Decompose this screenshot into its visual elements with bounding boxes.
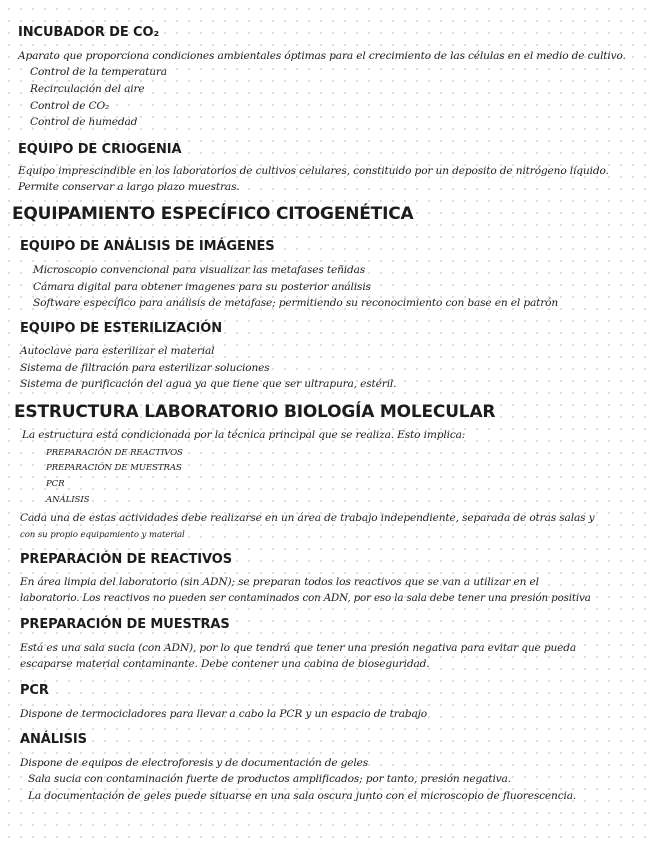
imagenes-item: Cámara digital para obtener imagenes para su posterior análisis [33, 281, 371, 293]
section-title-muestras: PREPARACIÓN DE MUESTRAS [20, 617, 230, 632]
section-title-esterilizacion: EQUIPO DE ESTERILIZACIÓN [20, 321, 222, 336]
esterilizacion-item: Autoclave para esterilizar el material [20, 345, 215, 357]
muestras-line: escaparse material contaminante. Debe contener una cabina de bioseguridad. [20, 658, 430, 670]
analisis-line: Sala sucia con contaminación fuerte de productos amplificados; por tanto, presión negativa. [28, 773, 511, 785]
incubador-item: Control de la temperatura [30, 66, 167, 78]
esterilizacion-item: Sistema de purificación del agua ya que tiene que ser ultrapura, estéril. [20, 378, 397, 390]
analisis-line: Dispone de equipos de electroforesis y de documentación de geles [20, 757, 369, 769]
incubador-item: Control de humedad [30, 116, 138, 128]
muestras-line: Está es una sala sucia (con ADN), por lo que tendrá que tener una presión negativa para evitar que pueda [20, 642, 577, 654]
estructura-list-item: PREPARACIÓN DE REACTIVOS [46, 448, 183, 458]
incubador-item: Recirculación del aire [30, 83, 145, 95]
imagenes-item: Microscopio convencional para visualizar las metafases teñidas [33, 264, 366, 276]
section-title-equipamiento: EQUIPAMIENTO ESPECÍFICO CITOGENÉTICA [12, 204, 414, 224]
reactivos-line: En área limpia del laboratorio (sin ADN); se preparan todos los reactivos que se van a utilizar en el [20, 576, 539, 588]
estructura-text: con su propio equipamiento y material [20, 530, 185, 540]
estructura-list-item: ANÁLISIS [46, 495, 90, 505]
section-title-reactivos: PREPARACIÓN DE REACTIVOS [20, 552, 232, 567]
esterilizacion-item: Sistema de filtración para esterilizar soluciones [20, 362, 270, 374]
estructura-list-item: PREPARACIÓN DE MUESTRAS [46, 463, 182, 473]
imagenes-item: Software específico para análisis de metafase; permitiendo su reconocimiento con base en el patrón [33, 297, 559, 309]
incubador-item: Control de CO₂ [30, 100, 110, 112]
section-title-analisis: ANÁLISIS [20, 732, 87, 747]
reactivos-line: laboratorio. Los reactivos no pueden ser contaminados con ADN, por eso la sala debe tener una presión positiva [20, 592, 591, 604]
incubador-description: Aparato que proporciona condiciones ambientales óptimas para el crecimiento de las células en el medio de cultivo. [18, 50, 626, 62]
estructura-list-item: PCR [46, 479, 65, 489]
estructura-intro: La estructura está condicionada por la técnica principal que se realiza. Esto implica: [22, 429, 466, 441]
pcr-line: Dispone de termocicladores para llevar a cabo la PCR y un espacio de trabajo [20, 708, 428, 720]
section-title-imagenes: EQUIPO DE ANÁLISIS DE IMÁGENES [20, 239, 275, 254]
section-title-criogenia: EQUIPO DE CRIOGENIA [18, 142, 182, 157]
criogenia-line: Permite conservar a largo plazo muestras. [18, 181, 240, 193]
analisis-line: La documentación de geles puede situarse en una sala oscura junto con el microscopio de fluorescencia. [28, 790, 577, 802]
section-title-estructura: ESTRUCTURA LABORATORIO BIOLOGÍA MOLECULAR [14, 402, 496, 422]
estructura-text: Cada una de estas actividades debe realizarse en un área de trabajo independiente, separada de otras salas y [20, 512, 595, 524]
criogenia-line: Equipo imprescindible en los laboratorios de cultivos celulares, constituido por un deposito de nitrógeno líquido. [18, 165, 609, 177]
section-title-pcr: PCR [20, 683, 49, 698]
section-title-incubador: INCUBADOR DE CO₂ [18, 25, 160, 40]
